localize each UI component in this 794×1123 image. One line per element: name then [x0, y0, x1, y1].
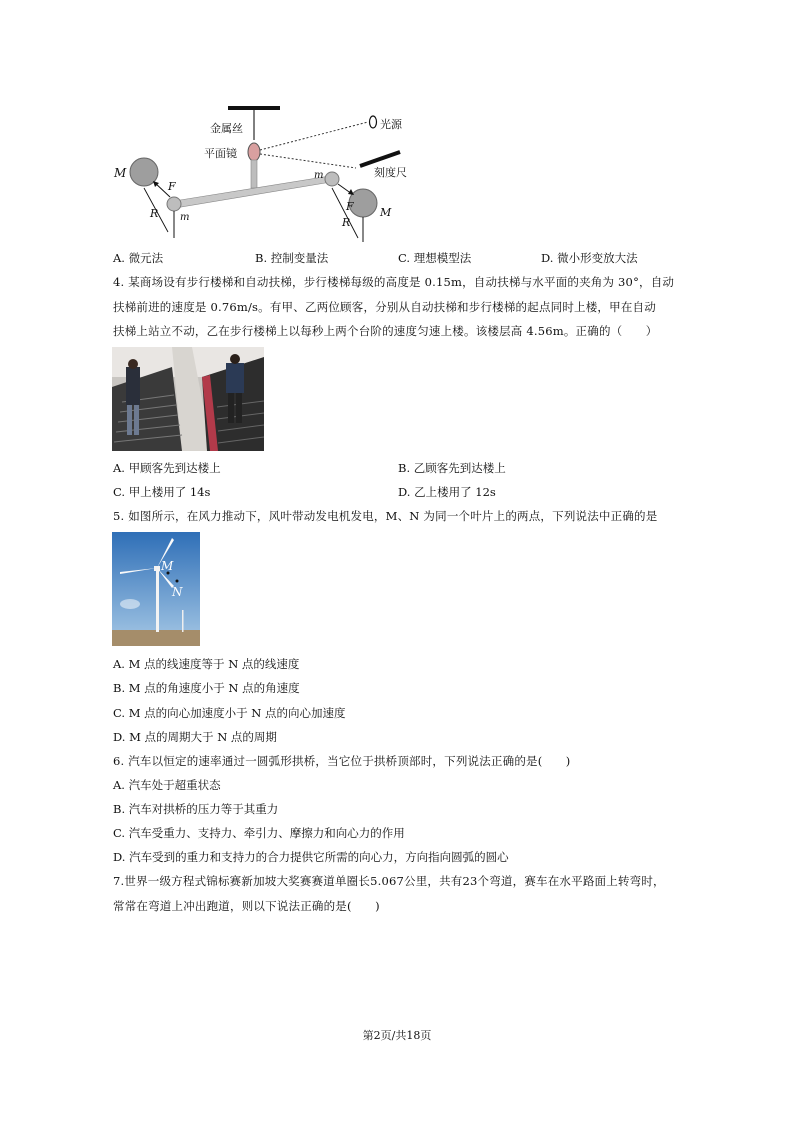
q6-option-c: C. 汽车受重力、支持力、牵引力、摩擦力和向心力的作用	[113, 826, 405, 840]
mirror-label: 平面镜	[204, 147, 237, 160]
q5-option-d: D. M 点的周期大于 N 点的周期	[113, 730, 277, 744]
q4-option-a: A. 甲顾客先到达楼上	[113, 461, 221, 475]
light-ray-incident	[260, 122, 368, 150]
q6-option-a: A. 汽车处于超重状态	[113, 778, 221, 792]
scale-ruler	[360, 152, 400, 166]
escalator-photo	[112, 347, 264, 451]
q5-option-a: A. M 点的线速度等于 N 点的线速度	[113, 657, 300, 671]
q4-option-c: C. 甲上楼用了 14s	[113, 485, 211, 499]
q4-line-1: 4. 某商场设有步行楼梯和自动扶梯，步行楼梯每级的高度是 0.15m，自动扶梯与水平面的夹角为 30°，自动	[113, 275, 675, 289]
q5-line: 5. 如图所示，在风力推动下，风叶带动发电机发电，M、N 为同一个叶片上的两点，下列说法中正确的是	[113, 509, 658, 523]
q5-option-c: C. M 点的向心加速度小于 N 点的向心加速度	[113, 706, 346, 720]
small-mass-left-label: m	[180, 212, 190, 223]
q3-option-d: D. 微小形变放大法	[541, 251, 638, 265]
plane-mirror	[248, 143, 260, 161]
q5-option-b: B. M 点的角速度小于 N 点的角速度	[113, 681, 300, 695]
big-mass-right-label: M	[380, 206, 392, 219]
vertical-rod	[251, 160, 257, 188]
ceiling-bar	[228, 106, 280, 110]
q6-option-d: D. 汽车受到的重力和支持力的合力提供它所需的向心力，方向指向圆弧的圆心	[113, 850, 509, 864]
turbine-point-m-label: M	[161, 559, 174, 573]
light-source-icon	[370, 116, 377, 128]
distance-left-label: R	[150, 207, 159, 220]
small-mass-right-label: m	[314, 170, 324, 181]
force-left-label: F	[168, 180, 176, 193]
q7-line-1: 7.世界一级方程式锦标赛新加坡大奖赛赛道单圈长5.067公里，共有23个弯道，赛车在水平路面上转弯时，	[113, 874, 665, 888]
q4-option-b: B. 乙顾客先到达楼上	[398, 461, 506, 475]
torsion-balance-figure	[108, 100, 438, 248]
scale-label: 刻度尺	[374, 166, 407, 179]
q7-line-2: 常常在弯道上冲出跑道，则以下说法正确的是( )	[113, 899, 380, 913]
turbine-point-n-label: N	[172, 585, 183, 599]
q6-line: 6. 汽车以恒定的速率通过一圆弧形拱桥，当它位于拱桥顶部时，下列说法正确的是( )	[113, 754, 571, 768]
light-source-label: 光源	[380, 118, 402, 131]
light-ray-reflected	[260, 154, 356, 168]
q6-option-b: B. 汽车对拱桥的压力等于其重力	[113, 802, 279, 816]
page-footer: 第2页/共18页	[362, 1029, 432, 1042]
small-sphere-left	[167, 197, 181, 211]
q3-option-b: B. 控制变量法	[255, 251, 329, 265]
big-mass-left-label: M	[114, 166, 127, 180]
distance-right-label: R	[342, 216, 351, 229]
q4-option-d: D. 乙上楼用了 12s	[398, 485, 496, 499]
wire-label: 金属丝	[210, 122, 243, 135]
q3-option-a: A. 微元法	[113, 251, 164, 265]
force-right-label: F	[346, 200, 354, 213]
wind-turbine-photo	[112, 532, 200, 646]
q4-line-2: 扶梯前进的速度是 0.76m/s。有甲、乙两位顾客，分别从自动扶梯和步行楼梯的起点同时上楼，甲在自动	[113, 300, 656, 314]
q3-option-c: C. 理想模型法	[398, 251, 472, 265]
small-sphere-right	[325, 172, 339, 186]
q4-line-3: 扶梯上站立不动，乙在步行楼梯上以每秒上两个台阶的速度匀速上楼。该楼层高 4.56m。正确的（ ）	[113, 324, 658, 338]
